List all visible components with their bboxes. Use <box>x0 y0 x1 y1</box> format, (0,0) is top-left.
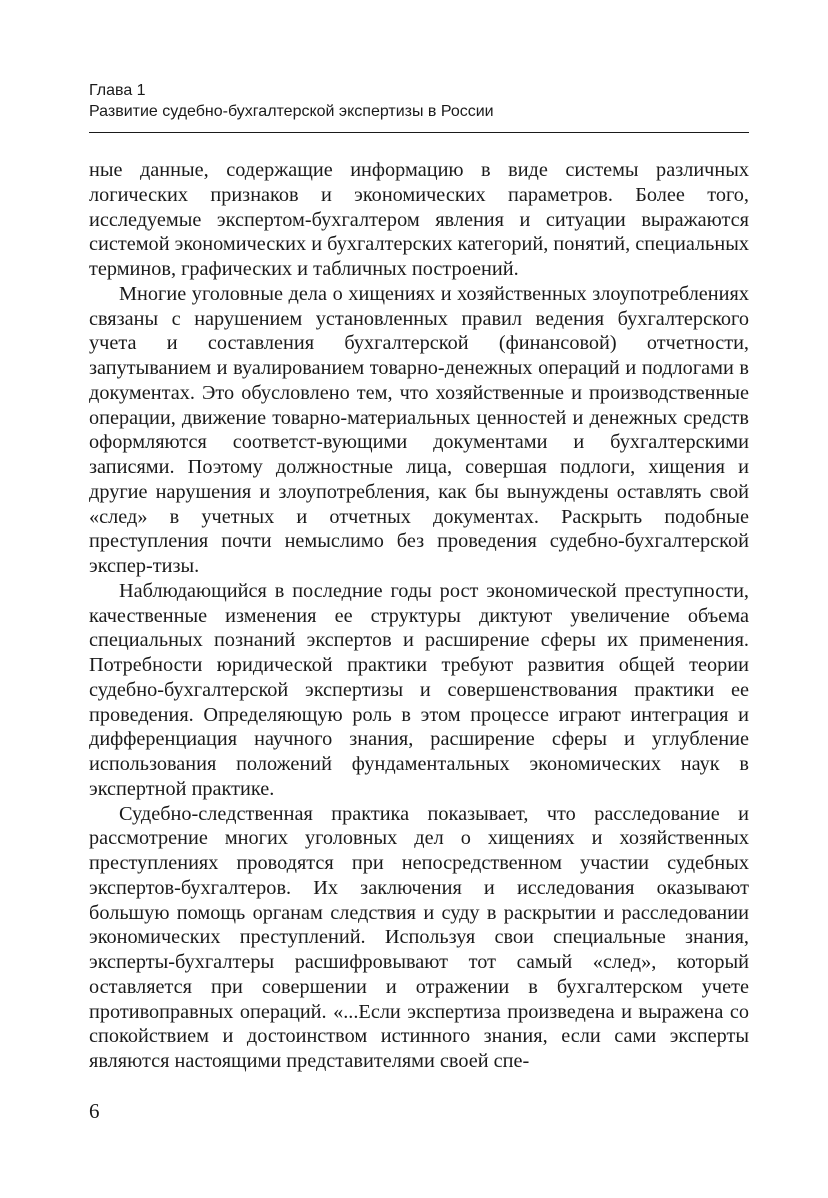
chapter-title: Развитие судебно-бухгалтерской экспертизы в России <box>89 103 494 120</box>
paragraph: Наблюдающийся в последние годы рост экономической преступности, качественные изменения ее структуры диктуют увеличение объема специальных познаний экспертов и расширение сферы их применения. Потребности юридической практики требуют развития общей теории судебно-бухгалтерской экспертизы и совершенствования практики ее проведения. Определяющую роль в этом процессе играют интеграция и дифференциация научного знания, расширение сферы и углубление использования положений фундаментальных экономических наук в экспертной практике. <box>89 579 749 800</box>
header-rule <box>89 132 749 133</box>
running-header <box>89 80 749 122</box>
paragraph: Судебно-следственная практика показывает, что расследование и рассмотрение многих уголовных дел о хищениях и хозяйственных преступлениях проводятся при непосредственном участии судебных экспертов-бухгалтеров. Их заключения и исследования оказывают большую помощь органам следствия и суду в раскрытии и расследовании экономических преступлений. Используя свои специальные знания, эксперты-бухгалтеры расшифровывают тот самый «след», который оставляется при совершении и отражении в бухгалтерском учете противоправных операций. «...Если экспертиза произведена и выражена со спокойствием и достоинством истинного знания, если сами эксперты являются настоящими представителями своей спе- <box>89 802 749 1072</box>
paragraph: Многие уголовные дела о хищениях и хозяйственных злоупотреблениях связаны с нарушением установленных правил ведения бухгалтерского учета и составления бухгалтерской (финансовой) отчетности, запутыванием и вуалированием товарно-денежных операций и подлогами в документах. Это обусловлено тем, что хозяйственные и производственные операции, движение товарно-материальных ценностей и денежных средств оформляются соответст-вующими документами и бухгалтерскими записями. Поэтому должностные лица, совершая подлоги, хищения и другие нарушения и злоупотребления, как бы вынуждены оставлять свой «след» в учетных и отчетных документах. Раскрыть подобные преступления почти немыслимо без проведения судебно-бухгалтерской экспер-тизы. <box>89 282 749 577</box>
chapter-label: Глава 1 <box>89 82 146 99</box>
page-number: 6 <box>89 1099 100 1123</box>
body-text <box>89 158 749 1074</box>
paragraph-continued: ные данные, содержащие информацию в виде системы различных логических признаков и экономических параметров. Более того, исследуемые экспертом-бухгалтером явления и ситуации выражаются системой экономических и бухгалтерских категорий, понятий, специальных терминов, графических и табличных построений. <box>89 159 749 280</box>
